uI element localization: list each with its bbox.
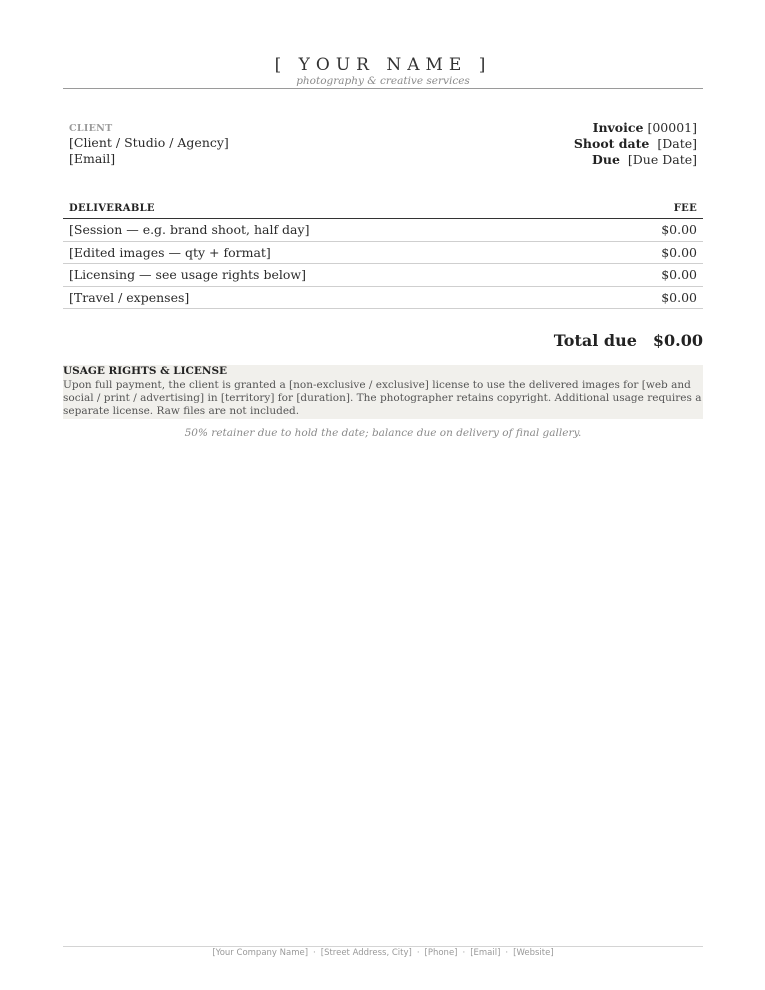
- fee-cell: $0.00: [661, 222, 697, 238]
- business-name: [ YOUR NAME ]: [274, 55, 492, 75]
- usage-rights-text: Upon full payment, the client is granted a [non-exclusive / exclusive] license to use the delivered images for [web and social / print / advertising] in [territory] for [duration]. The photographer retains copyright. Additional usage requires a separate license. Raw files are not included.: [63, 379, 702, 417]
- deliverable-cell: [Session — e.g. brand shoot, half day]: [69, 222, 310, 238]
- total-label: Total due: [553, 331, 637, 350]
- total-due: [554, 330, 703, 352]
- footer-address: [Street Address, City]: [320, 948, 412, 958]
- invoice-number-row: [574, 120, 697, 136]
- footer-separator: ·: [505, 948, 509, 958]
- client-name: [Client / Studio / Agency]: [69, 135, 229, 150]
- footer-separator: ·: [462, 948, 466, 958]
- footer-phone: [Phone]: [424, 948, 458, 958]
- invoice-number-label: Invoice: [592, 120, 644, 135]
- client-label: CLIENT: [69, 123, 113, 134]
- footer: [63, 947, 703, 959]
- invoice-page: [63, 0, 703, 990]
- deliverables-table: [63, 202, 703, 309]
- footer-email: [Email]: [470, 948, 501, 958]
- shoot-date-value: [Date]: [657, 136, 697, 151]
- fee-cell: $0.00: [661, 244, 697, 260]
- deliverable-cell: [Edited images — qty + format]: [69, 244, 271, 260]
- footer-separator: ·: [313, 948, 316, 958]
- column-header-deliverable: DELIVERABLE: [69, 203, 155, 214]
- fee-cell: $0.00: [661, 289, 697, 305]
- table-row: [63, 264, 703, 287]
- fee-cell: $0.00: [661, 267, 697, 283]
- client-email: [Email]: [69, 150, 116, 166]
- footer-website: [Website]: [513, 948, 554, 958]
- due-date-row: [574, 152, 697, 168]
- table-row: [63, 242, 703, 265]
- deliverable-cell: [Licensing — see usage rights below]: [69, 267, 306, 283]
- footer-separator: ·: [416, 948, 420, 958]
- deliverable-cell: [Travel / expenses]: [69, 289, 190, 305]
- column-header-fee: FEE: [673, 203, 697, 214]
- total-amount: $0.00: [652, 331, 703, 350]
- footer-company: [Your Company Name]: [212, 948, 309, 958]
- client-block: [69, 123, 229, 166]
- header-divider: [63, 88, 703, 89]
- letterhead: [63, 55, 703, 88]
- invoice-meta: [574, 120, 697, 168]
- table-header: [63, 202, 703, 219]
- usage-rights-title: USAGE RIGHTS & LICENSE: [63, 365, 228, 377]
- shoot-date-label: Shoot date: [573, 136, 650, 151]
- shoot-date-row: [574, 136, 697, 152]
- due-date-label: Due: [592, 152, 620, 167]
- table-row: [63, 287, 703, 310]
- due-date-value: [Due Date]: [627, 152, 697, 167]
- business-tagline: photography & creative services: [296, 75, 470, 87]
- payment-terms-note: 50% retainer due to hold the date; balance due on delivery of final gallery.: [184, 427, 582, 439]
- usage-rights-box: [63, 365, 703, 419]
- invoice-number-value: [00001]: [647, 120, 697, 135]
- table-row: [63, 219, 703, 242]
